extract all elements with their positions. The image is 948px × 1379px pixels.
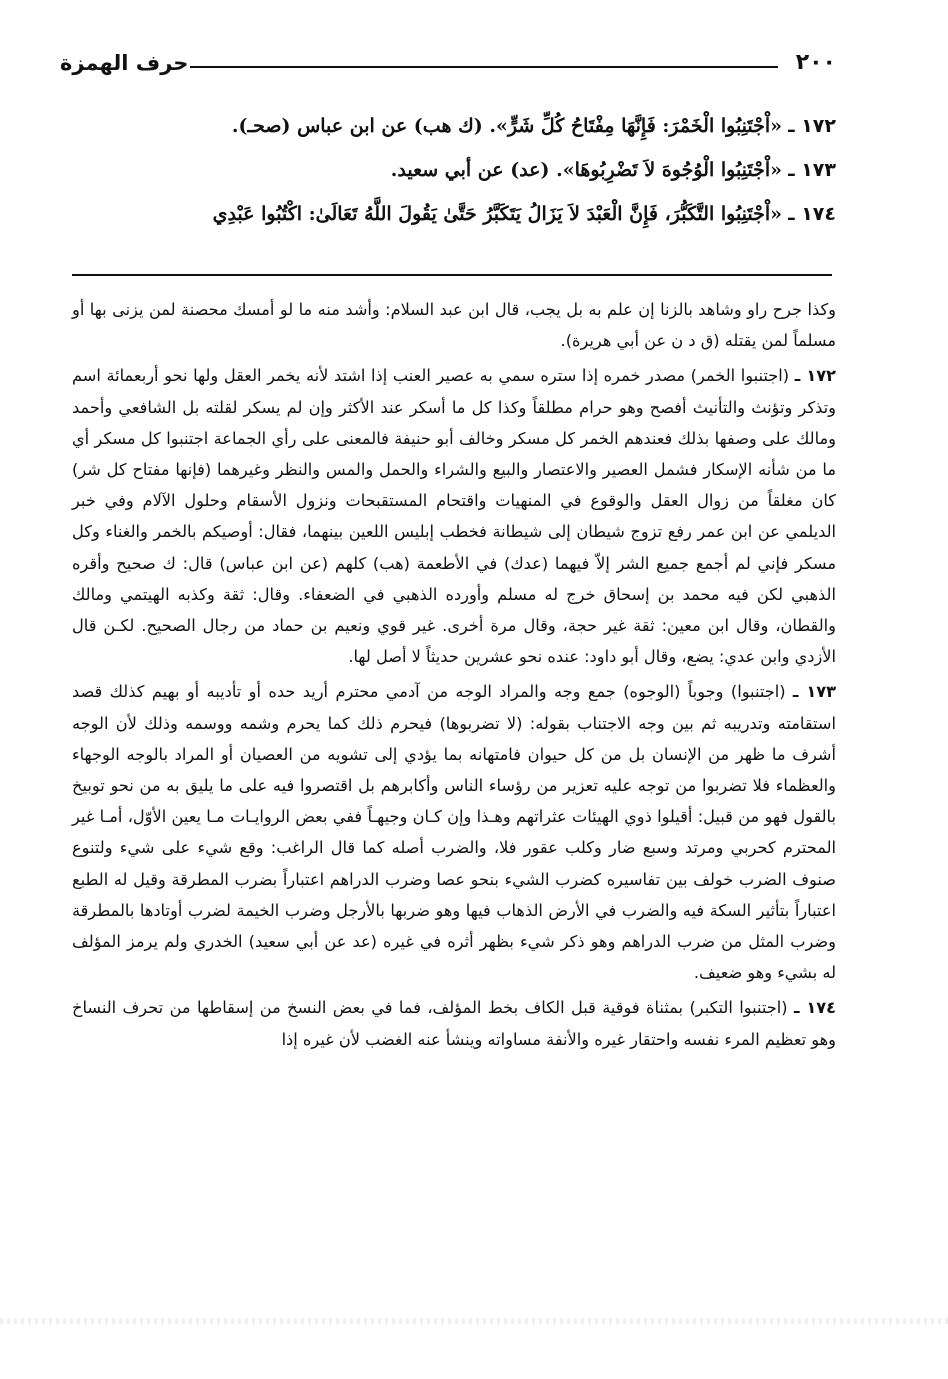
paragraph-number: ١٧٢ ـ [794,366,836,386]
page-header [60,48,836,78]
hadith-text: «اْجْتَنِبُوا الْوُجُوهَ لاَ تَضْرِبُوهَا». (عد) عن أبي سعيد. [390,159,783,181]
section-divider [72,274,832,276]
header-rule [190,66,778,68]
hadith-172 [72,104,836,148]
page-number: ٢٠٠ [795,50,836,75]
hadith-block [72,104,836,236]
hadith-number: ١٧٣ ـ [788,159,836,181]
commentary-174 [72,992,836,1054]
hadith-text: «اْجْتَنِبُوا التَّكَبُّرَ، فَإِنَّ الْعَبْدَ لاَ يَزَالُ يَتَكَبَّرُ حَتَّىٰ يَقُولَ اللَّهُ تَعَالَىٰ: اكْتُبُوا عَبْدِي [212,203,783,225]
paragraph-text: (اجتنبوا الخمر) مصدر خمره إذا ستره سمي به عصير العنب إذا اشتد لأنه يخمر العقل ولها نحو أربعمائة اسم وتذكر وتؤنث والتأنيث أفصح وهو حرام مطلقاً وكذا كل ما أسكر عند الأكثر وإن لم يسكر لقلته بل الشافعي وأحمد ومالك على وصفها بذلك فعندهم الخمر كل مسكر وخالف أبو حنيفة فالمعنى على رأي الجماعة اجتنبوا كل مسكر أي ما من شأنه الإسكار فشمل العصير والاعتصار والبيع والشراء والحمل والمس والنظر وغيرهما (فإنها مفتاح كل شر) كان مغلقاً من زوال العقل والوقوع في المنهيات واقتحام المستقبحات ونزول الأسقام وحلول الآلام وفي خبر الديلمي عن ابن عمر رفع تزوج شيطان إلى شيطانة فخطب إبليس اللعين بينهما، فقال: أوصيكم بالخمر والغناء وكل مسكر فإني لم أجمع جميع الشر إلاّ فيهما (عدك) في الأطعمة (هب) كلهم (عن ابن عباس) قال: ك صحيح وأقره الذهبي لكن فيه محمد بن إسحاق خرج له مسلم وأورده الذهبي في الضعفاء. وقال: ثقة وكذبه الهيتمي ومالك والقطان، وقال ابن معين: ثقة غير حجة، وقال مرة أخرى. غير قوي ونعيم بن حماد من رجال الصحيح. لكـن قال الأزدي وابن عدي: يضع، وقال أبو داود: عنده نحو عشرين حديثاً لا أصل لها. [72,366,836,667]
hadith-173 [72,148,836,192]
paragraph-number: ١٧٣ ـ [792,682,836,702]
commentary [72,294,836,1059]
paragraph-text: (اجتنبوا) وجوباً (الوجوه) جمع وجه والمراد الوجه من آدمي محترم أريد حده أو تأديبه أو بهيم كذلك قصد استقامته وتدريبه ثم بين وجه الاجتناب بقوله: (لا تضربوها) فيحرم ذلك كما يحرم وشمه ووسمه وذلك لأن الوجه أشرف ما ظهر من الإنسان بل من كل حيوان فامتهانه بما يؤدي إلى تشويه من العصيان أو المراد بالوجه الوجهاء والعظماء فلا تضربوا من توجه عليه تعزير من رؤساء الناس وأكابرهم بل اقتصروا فيه على ما يليق به من نحو توبيخ بالقول فهو من قبيل: أقيلوا ذوي الهيئات عثراتهم وهـذا وإن كـان وجيهـاً ففي بعض الروايـات مـا يعين الأوّل، أمـا غير المحترم كحربي ومرتد وسبع ضار وكلب عقور فلا، والضرب أصله كما قال الراغب: وقع شيء على شيء ولتنوع صنوف الضرب خولف بين تفاسيره كضرب الشيء بنحو عصا وضرب الدراهم اعتباراً بضرب المطرقة وقيل له الطبع اعتباراً بتأثير السكة فيه والضرب في الأرض الذهاب فيها وهو ضربها بالأرجل وضرب الخيمة لضرب أوتادها بالمطرقة وضرب المثل من ضرب الدراهم وهو ذكر شيء بظهر أثره في غيره (عد عن أبي سعيد) الخدري ولم يرمز المؤلف له بشيء وهو ضعيف. [72,682,836,983]
hadith-text: «اْجْتَنِبُوا الْخَمْرَ: فَإِنَّهَا مِفْتَاحُ كُلِّ شَرٍّ». (ك هب) عن ابن عباس (صحـ). [231,115,783,137]
hadith-number: ١٧٢ ـ [788,115,836,137]
paragraph-number: ١٧٤ ـ [793,998,836,1018]
commentary-173 [72,676,836,988]
chapter-title: حرف الهمزة [60,51,189,75]
paragraph-text: (اجتنبوا التكبر) بمثناة فوقية قبل الكاف بخط المؤلف، فما في بعض النسخ من إسقاطها من تحرف النساخ وهو تعظيم المرء نفسه واحتقار غيره والأنفة مساواته وينشأ عنه الغضب لأن غيره إذا [72,998,836,1049]
commentary-172 [72,360,836,672]
scan-edge [0,1318,948,1324]
commentary-intro: وكذا جرح راو وشاهد بالزنا إن علم به بل يجب، قال ابن عبد السلام: وأشد منه ما لو أمسك محصنة لمن يزنى بها أو مسلماً لمن يقتله (ق د ن عن أبي هريرة). [72,300,836,351]
hadith-174 [72,192,836,236]
hadith-number: ١٧٤ ـ [788,203,836,225]
